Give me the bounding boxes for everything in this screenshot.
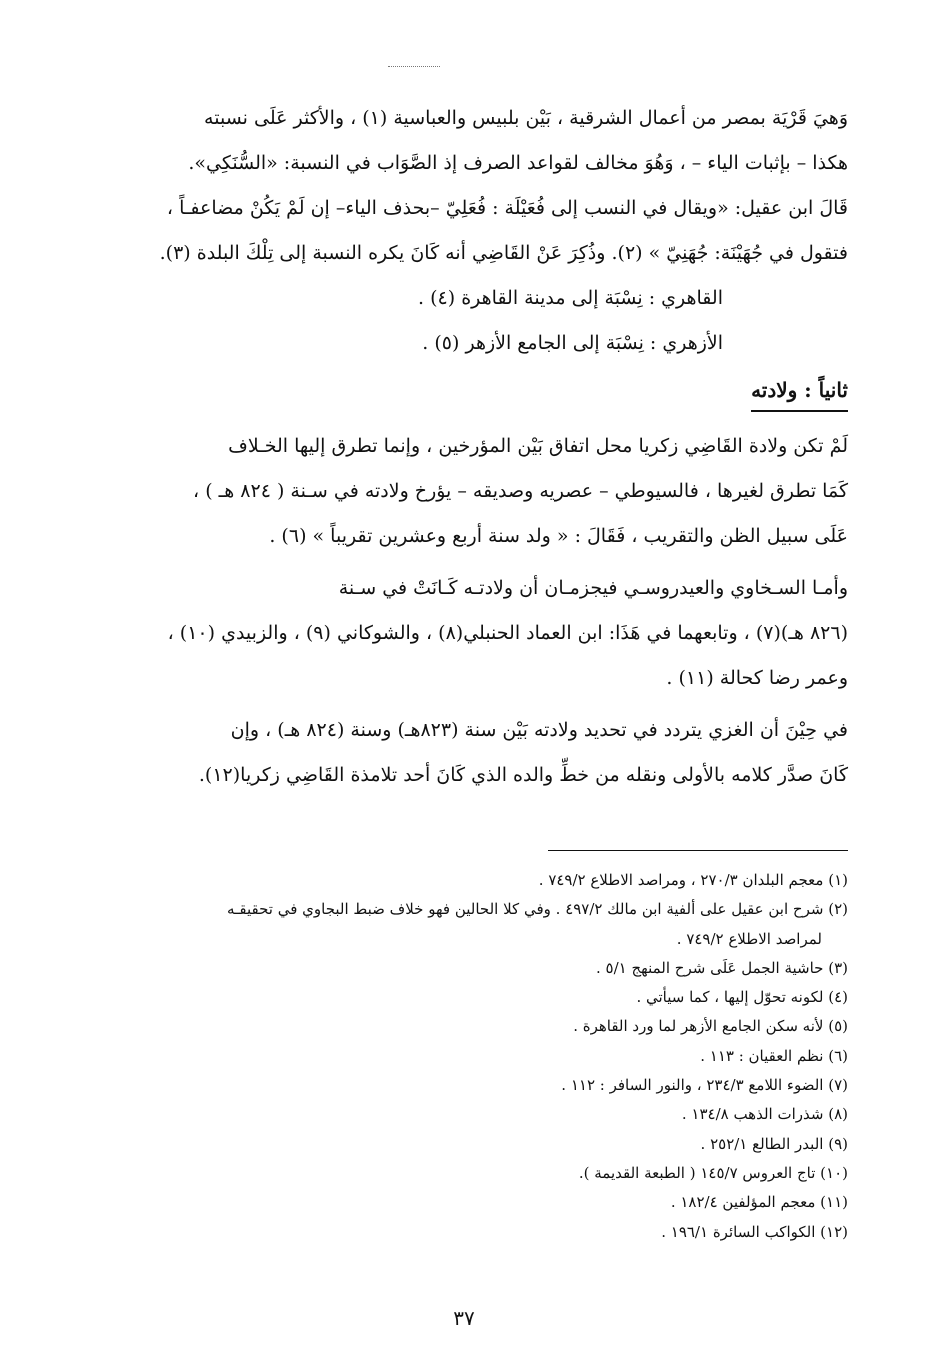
footnote-separator	[548, 850, 848, 851]
footnote-12: (١٢) الكواكب السائرة ١٩٦/١ .	[661, 1222, 848, 1241]
paragraph-birth-suyuti	[80, 424, 848, 559]
paragraph-gap	[80, 701, 848, 708]
footnote-8: (٨) شذرات الذهب ١٣٤/٨ .	[681, 1105, 848, 1124]
main-text	[80, 96, 848, 798]
text-line: هكذا – بإثبات الياء – ، وَهُوَ مخالف لقواعد الصرف إذ الصَّوَاب في النسبة: «السُّنَكِي».	[188, 152, 848, 174]
footnote-2: (٢) شرح ابن عقيل على ألفية ابن مالك ٤٩٧/٢ . وفي كلا الحالين فهو خلاف ضبط البجاوي في تحقيقـه	[226, 900, 848, 919]
text-line: عَلَى سبيل الظن والتقريب ، فَقَالَ : « ولد سنة أربع وعشرين تقريباً » (٦) .	[269, 525, 848, 547]
text-line: (٨٢٦ هـ)(٧) ، وتابعهما في هَذَا: ابن العماد الحنبلي(٨) ، والشوكاني (٩) ، والزبيدي (١٠) ،	[167, 622, 848, 644]
paragraph-nisba	[80, 96, 848, 276]
nisba-list	[80, 276, 848, 366]
footnote-3: (٣) حاشية الجمل عَلَى شرح المنهج ٥/١ .	[595, 958, 848, 977]
footnotes	[80, 866, 848, 1247]
footnote-10: (١٠) تاج العروس ١٤٥/٧ ( الطبعة القديمة ).	[578, 1163, 848, 1182]
paragraph-gap	[80, 559, 848, 566]
paragraph-birth-ghazzi	[80, 708, 848, 798]
footnote-9: (٩) البدر الطالع ٢٥٢/١ .	[700, 1134, 848, 1153]
text-line: كَمَا تطرق لغيرها ، فالسيوطي – عصريه وصديقه – يؤرخ ولادته في سـنة ( ٨٢٤ هـ ) ،	[193, 480, 848, 502]
text-line: في حِيْنَ أن الغزي يتردد في تحديد ولادته بَيْن سنة (٨٢٣هـ) وسنة (٨٢٤ هـ) ، وإن	[230, 719, 848, 741]
text-line: كَانَ صدَّر كلامه بالأولى ونقله من خطِّ والده الذي كَانَ أحد تلامذة القَاضِي زكريا(١٢).	[198, 764, 848, 786]
header-ornament	[388, 66, 440, 67]
page-number: ٣٧	[453, 1306, 475, 1330]
section-heading: ثانياً : ولادته	[751, 372, 848, 412]
text-line: وأمـا السـخاوي والعيدروسـي فيجزمـان أن ولادتـه كَـانَتْ في سـنة	[338, 577, 848, 599]
footnote-4: (٤) لكونه تحوّل إليها ، كما سيأتي .	[636, 988, 848, 1007]
text-line: وَهيَ قَرْيَة بمصر من أعمال الشرقية ، بَيْن بلبيس والعباسية (١) ، والأكثر عَلَى نسبته	[204, 107, 848, 129]
section-heading-wrap	[80, 366, 848, 424]
footnote-7: (٧) الضوء اللامع ٢٣٤/٣ ، والنور السافر : ١١٢ .	[561, 1076, 848, 1095]
footnote-11: (١١) معجم المؤلفين ١٨٢/٤ .	[670, 1193, 848, 1212]
footnote-1: (١) معجم البلدان ٢٧٠/٣ ، ومراصد الاطلاع ٧٤٩/٢ .	[538, 871, 848, 889]
paragraph-birth-sakhawi	[80, 566, 848, 701]
footnote-6: (٦) نظم العقيان : ١١٣ .	[700, 1046, 848, 1065]
text-line: فتقول في جُهَيْنَة: جُهَنِيّ » (٢). وذُكِرَ عَنْ القَاضِي أنه كَانَ يكره النسبة إلى تِلْكَ البلدة (٣).	[159, 242, 848, 264]
nisba-qahiri: القاهري : نِسْبَة إلى مدينة القاهرة (٤) .	[418, 287, 723, 309]
nisba-azhari: الأزهري : نِسْبَة إلى الجامع الأزهر (٥) .	[422, 332, 723, 354]
text-line: قَالَ ابن عقيل: «ويقال في النسب إلى فُعَيْلَة : فُعَلِيّ –بحذف الياء– إن لَمْ يَكُنْ مضاعفـاً ،	[166, 197, 848, 219]
footnote-5: (٥) لأنه سكن الجامع الأزهر لما ورد القاهرة .	[573, 1017, 848, 1036]
text-line: لَمْ تكن ولادة القَاضِي زكريا محل اتفاق بَيْن المؤرخين ، وإنما تطرق إليها الخـلاف	[228, 435, 848, 457]
text-line: وعمر رضا كحالة (١١) .	[666, 667, 848, 689]
footnote-2-continuation: لمراصد الاطلاع ٧٤٩/٢ .	[676, 929, 822, 948]
